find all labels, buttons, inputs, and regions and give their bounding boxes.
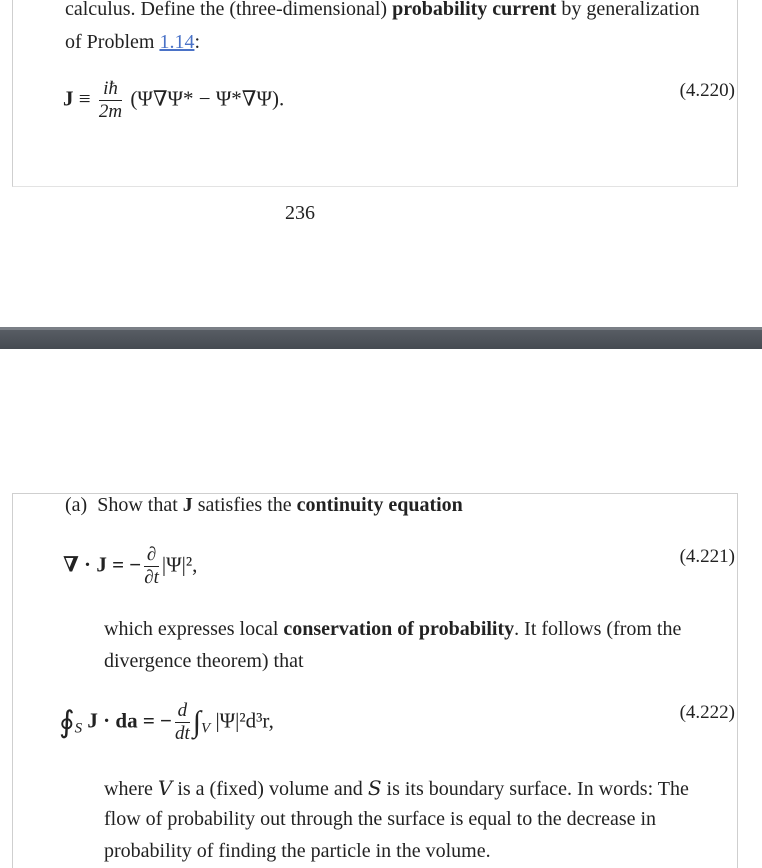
page-divider — [0, 327, 762, 349]
paragraph-2-line-3: probability of finding the particle in the volume. — [104, 840, 491, 862]
text-segment: . It follows (from the — [514, 618, 682, 640]
equation-number: (4.222) — [679, 702, 735, 723]
equation-4-222 — [59, 700, 274, 745]
fraction — [144, 544, 159, 589]
math-expression: J · da = − — [87, 708, 173, 733]
integral-symbol: ∫ — [192, 705, 202, 739]
term-conservation-of-probability: conservation of probability — [283, 618, 515, 640]
math-symbol: S — [367, 776, 382, 800]
equation-4-220 — [63, 78, 284, 123]
page-number: 236 — [285, 202, 315, 224]
text-segment: of Problem — [65, 31, 160, 53]
equation-number: (4.221) — [679, 546, 735, 567]
fraction-numerator: d — [175, 700, 190, 723]
part-label: (a) — [65, 494, 88, 516]
math-expression: ∇ · J = − — [63, 552, 142, 577]
text-segment: Show that — [97, 494, 183, 516]
text-line-2 — [65, 31, 200, 54]
equation-4-221 — [63, 544, 197, 589]
fraction-numerator: iħ — [99, 78, 122, 101]
text-segment: : — [194, 31, 200, 53]
text-segment: which expresses local — [104, 618, 284, 640]
math-symbol: V — [157, 776, 173, 800]
text-segment: calculus. Define the (three-dimensional) — [65, 0, 393, 20]
math-expression: (Ψ∇Ψ* − Ψ*∇Ψ). — [130, 86, 285, 111]
text-segment: satisfies the — [192, 494, 297, 516]
fraction — [175, 700, 190, 745]
text-segment: by generalization — [556, 0, 700, 20]
fraction — [99, 78, 122, 123]
problem-link[interactable]: 1.14 — [159, 31, 195, 53]
text-segment: is a (fixed) volume and — [172, 778, 368, 800]
text-segment: where — [104, 778, 158, 800]
math-symbol: J — [182, 494, 193, 516]
page-top — [12, 0, 738, 187]
integral-subscript: S — [74, 720, 83, 737]
math-expression: |Ψ|²d³r, — [215, 708, 274, 733]
text-segment: is its boundary surface. In words: The — [381, 778, 689, 800]
math-expression: |Ψ|², — [161, 552, 198, 577]
math-symbol: J — [63, 86, 74, 111]
contour-integral-symbol: ∮ — [59, 706, 75, 739]
integral-subscript: V — [201, 720, 211, 737]
text-line-1 — [65, 0, 700, 21]
math-symbol: ≡ — [78, 86, 91, 111]
term-continuity-equation: continuity equation — [296, 494, 463, 516]
fraction-denominator: dt — [175, 723, 190, 744]
fraction-numerator: ∂ — [144, 544, 159, 567]
paragraph-2-line-2: flow of probability out through the surface is equal to the decrease in — [104, 808, 657, 830]
paragraph-1-line-1 — [104, 618, 681, 641]
paragraph-1-line-2: divergence theorem) that — [104, 650, 304, 672]
fraction-denominator: 2m — [98, 101, 123, 122]
part-a-line — [65, 494, 463, 517]
page-bottom — [12, 493, 738, 868]
term-probability-current: probability current — [392, 0, 557, 20]
fraction-denominator: ∂t — [144, 567, 159, 588]
paragraph-2-line-1 — [104, 776, 689, 801]
equation-number: (4.220) — [679, 80, 735, 101]
